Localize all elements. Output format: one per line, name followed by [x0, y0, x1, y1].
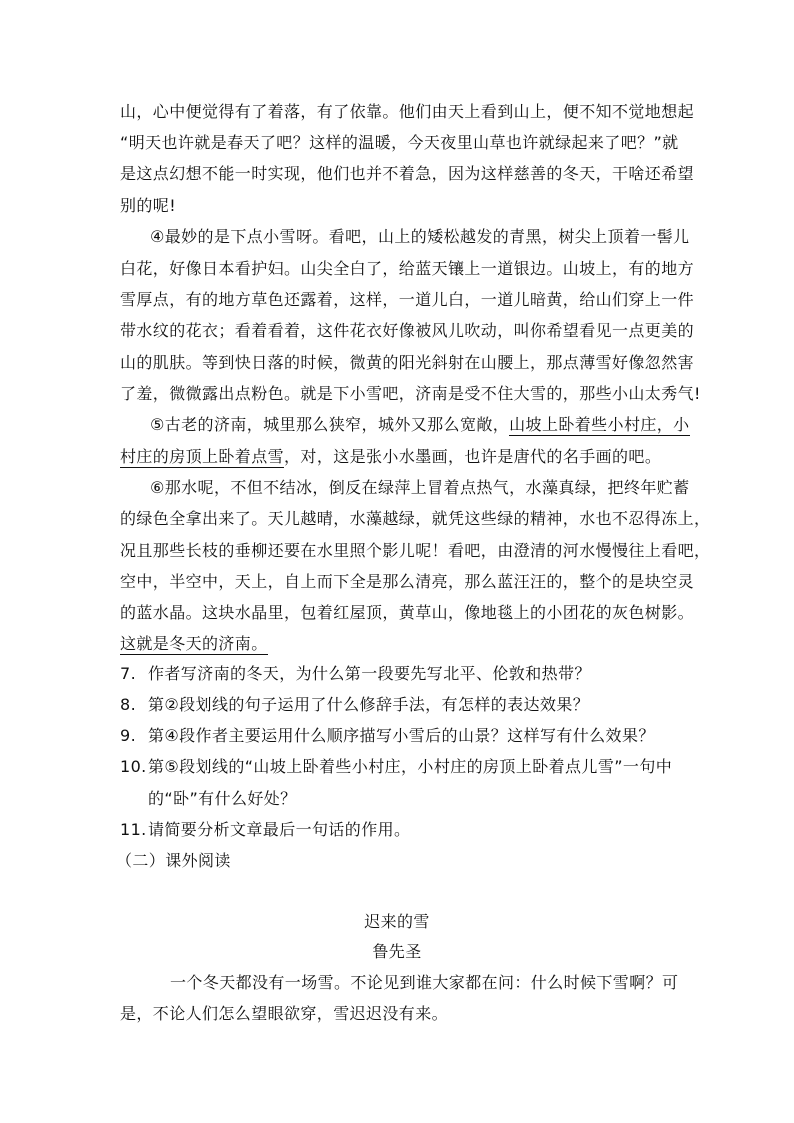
question-7: [120, 663, 591, 685]
question-text: 第②段划线的句子运用了什么修辞手法，有怎样的表达效果？: [148, 695, 590, 714]
underlined-sentence: 村庄的房顶上卧着点雪: [120, 447, 285, 466]
question-text: 第⑤段划线的“山坡上卧着些小村庄，小村庄的房顶上卧着点儿雪”一句中: [148, 757, 673, 776]
passage-line: 雪厚点，有的地方草色还露着，这样，一道儿白，一道儿暗黄，给山们穿上一件: [120, 290, 695, 309]
passage-line: 山的肌肤。等到快日落的时候，微黄的阳光斜射在山腰上，那点薄雪好像忽然害: [120, 353, 695, 372]
question-9: [120, 725, 655, 747]
passage-line: [150, 414, 690, 436]
question-number: 10.: [120, 757, 147, 776]
underlined-sentence: 这就是冬天的济南。: [120, 634, 268, 653]
section-heading: （二）课外阅读: [116, 851, 231, 870]
passage-line: 了羞，微微露出点粉色。就是下小雪吧，济南是受不住大雪的，那些小山太秀气!: [120, 384, 701, 403]
article-title: 迟来的雪: [364, 912, 430, 931]
passage-text: ，对，这是张小水墨画，也许是唐代的名手画的吧。: [284, 447, 662, 466]
passage-text: ⑤古老的济南，城里那么狭窄，城外又那么宽敞，: [150, 415, 510, 434]
passage-line: 是这点幻想不能一时实现，他们也并不着急，因为这样慈善的冬天，干啥还希望: [120, 164, 695, 183]
passage-line: 的绿色全拿出来了。天儿越晴，水藻越绿，就凭这些绿的精神，水也不忍得冻上，: [120, 509, 711, 528]
question-number: 7.: [120, 664, 137, 683]
question-text: 作者写济南的冬天，为什么第一段要先写北平、伦敦和热带？: [148, 664, 591, 683]
passage-line: 白花，好像日本看护妇。山尖全白了，给蓝天镶上一道银边。山坡上，有的地方: [120, 259, 695, 278]
passage-line: 的蓝水晶。这块水晶里，包着红屋顶，黄草山，像地毯上的小团花的灰色树影。: [120, 603, 695, 622]
question-text: 请简要分析文章最后一句话的作用。: [148, 820, 411, 839]
question-10-continued: 的“卧”有什么好处？: [148, 789, 297, 808]
question-number: 11.: [120, 820, 147, 839]
passage-line: 别的呢!: [120, 196, 177, 215]
passage-line: ⑥那水呢，不但不结冰，倒反在绿萍上冒着点热气，水藻真绿，把终年贮蓄: [150, 478, 690, 497]
question-10: [120, 756, 672, 778]
article-paragraph-line: 一个冬天都没有一场雪。不论见到谁大家都在问：什么时候下雪啊？可: [170, 973, 679, 992]
passage-line: [120, 633, 268, 655]
article-paragraph-line: 是，不论人们怎么望眼欲穿，雪迟迟没有来。: [120, 1004, 449, 1023]
passage-line: 山，心中便觉得有了着落，有了依靠。他们由天上看到山上，便不知不觉地想起: [120, 102, 695, 121]
question-number: 8.: [120, 695, 137, 714]
question-text: 第④段作者主要运用什么顺序描写小雪后的山景？这样写有什么效果？: [148, 726, 655, 745]
passage-line: 况且那些长枝的垂柳还要在水里照个影儿呢！看吧，由澄清的河水慢慢往上看吧，: [120, 541, 711, 560]
passage-line: [120, 446, 661, 468]
question-11: [120, 819, 410, 841]
question-8: [120, 694, 589, 716]
article-author: 鲁先圣: [372, 942, 422, 961]
passage-line: ④最妙的是下点小雪呀。看吧，山上的矮松越发的青黑，树尖上顶着一髻儿: [150, 227, 690, 246]
underlined-sentence: 山坡上卧着些小村庄，小: [509, 415, 690, 434]
question-number: 9.: [120, 726, 137, 745]
passage-line: “明天也许就是春天了吧？这样的温暖，今天夜里山草也许就绿起来了吧？”就: [120, 133, 679, 152]
passage-line: 空中，半空中，天上，自上而下全是那么清亮，那么蓝汪汪的，整个的是块空灵: [120, 572, 695, 591]
passage-line: 带水纹的花衣；看着看着，这件花衣好像被风儿吹动，叫你希望看见一点更美的: [120, 321, 695, 340]
